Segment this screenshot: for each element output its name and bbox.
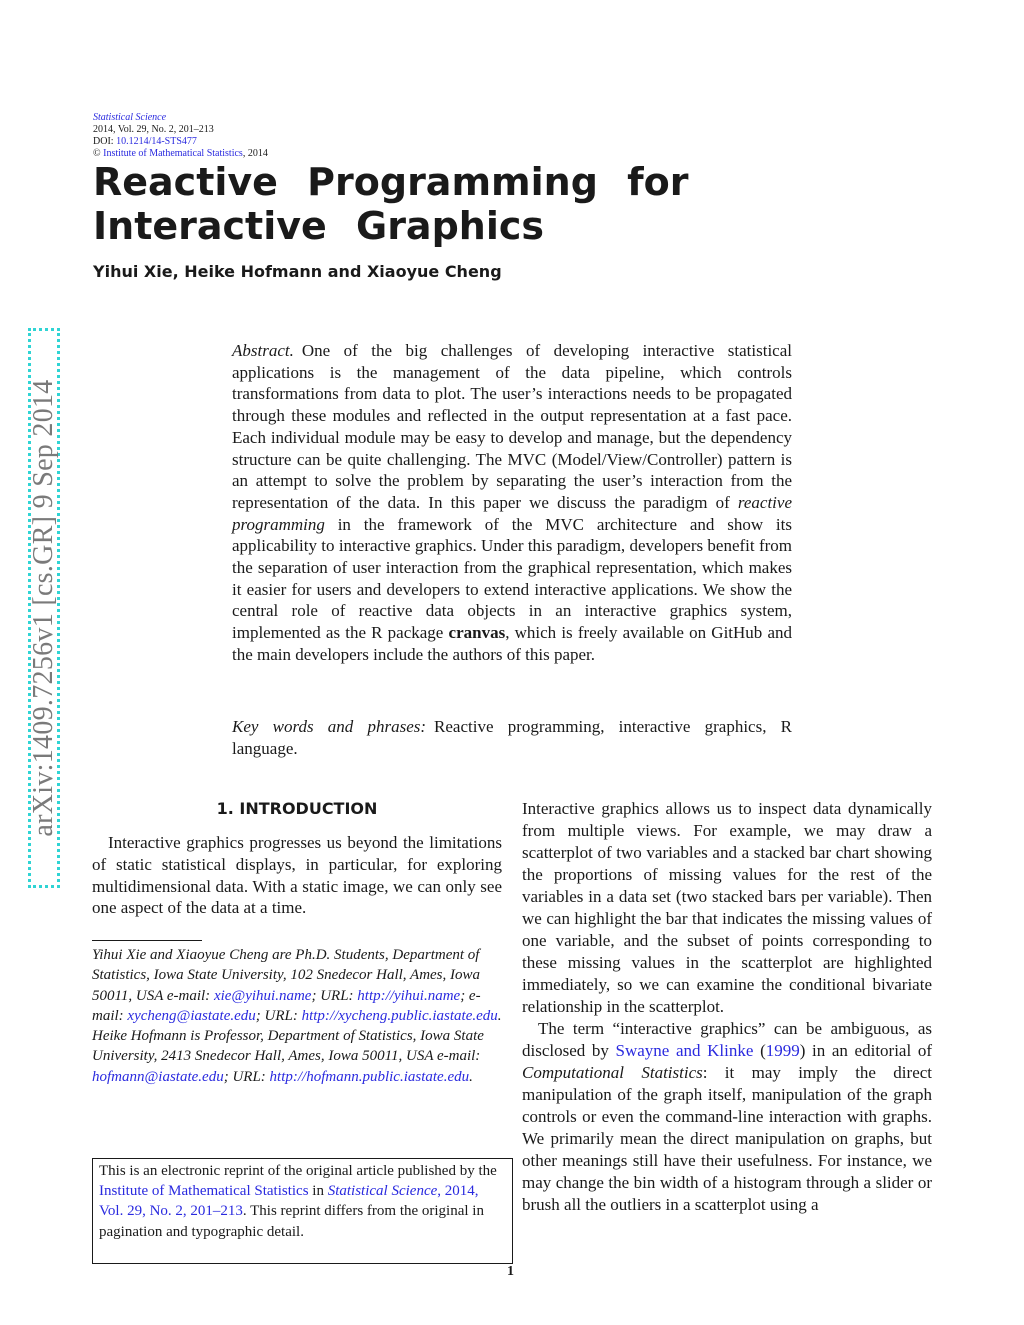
- reprint-text: . This reprint differs from the original in pagination and typographic detail.: [99, 1203, 484, 1240]
- keywords-text: Reactive programming, interactive graphics, R language.: [232, 717, 792, 758]
- footnote-text: . Heike Hofmann is Professor, Department of Statistics, Iowa State University, 2413 Snedecor Hall, Ames, Iowa 50011, USA e-mail:: [92, 1007, 502, 1065]
- email-link[interactable]: xie@yihui.name: [213, 987, 312, 1004]
- keywords-label: Key words and phrases:: [232, 717, 427, 736]
- footnote-text: ; URL:: [255, 1007, 302, 1024]
- right-column: [522, 798, 932, 1216]
- body-text: The term “interactive graphics” can be ambiguous, as disclosed by: [522, 1019, 932, 1060]
- intro-paragraph: Interactive graphics progresses us beyond the limitations of static statistical displays, in particular, for exploring multidimensional data. With a static image, we can only see one aspect of the data at a time.: [92, 833, 502, 918]
- footnote-text: ; e-mail:: [92, 987, 481, 1024]
- authors: Yihui Xie, Heike Hofmann and Xiaoyue Cheng: [93, 262, 502, 281]
- abstract-text-2: in the framework of the MVC architecture and show its applicability to interactive graphics. Under this paradigm, developers benefit from the separation of user interaction from the graphical representation, which makes it easier for users and developers to extend interactive applications. We show the central role of reactive data objects in an interactive graphics system, implemented as the R package: [232, 514, 792, 643]
- citation-link[interactable]: Swayne and Klinke: [615, 1041, 754, 1060]
- body-text: (: [753, 1041, 766, 1060]
- footnote-rule: [92, 940, 202, 941]
- volume-line: 2014, Vol. 29, No. 2, 201–213: [93, 124, 214, 135]
- reprint-text: This is an electronic reprint of the original article published by the: [99, 1163, 497, 1179]
- url-link[interactable]: http://xycheng.public.iastate.edu: [301, 1007, 498, 1024]
- email-link[interactable]: hofmann@iastate.edu: [92, 1068, 224, 1085]
- ims-link[interactable]: Institute of Mathematical Statistics: [103, 148, 243, 159]
- paper-title: Reactive Programming for Interactive Graphics: [93, 160, 689, 248]
- section-heading: 1. INTRODUCTION: [216, 799, 378, 818]
- journal-title: Computational Statistics: [522, 1063, 703, 1082]
- arxiv-stamp: arXiv:1409.7256v1 [cs.GR] 9 Sep 2014: [28, 379, 59, 837]
- journal-name[interactable]: Statistical Science: [93, 112, 167, 123]
- page-number: 1: [507, 1264, 514, 1279]
- abstract-text-1: One of the big challenges of developing interactive statistical applications is the management of the data pipeline, which controls transformations from data to plot. The user’s interactions needs to be propagated through these modules and reflected in the output representation at a fast pace. Each individual module may be easy to develop and manage, but the dependency structure can be quite challenging. The MVC (Model/View/Controller) pattern is an attempt to solve the problem by separating the user’s interaction from the representation of the data. In this paper we discuss the paradigm of: [232, 341, 792, 512]
- body-text: ) in an editorial of: [799, 1041, 932, 1060]
- keywords: [232, 716, 792, 759]
- copyright-icon: ©: [93, 148, 101, 159]
- footnote-text: ; URL:: [311, 987, 358, 1004]
- reprint-text: in: [308, 1183, 328, 1200]
- doi-link[interactable]: 10.1214/14-STS477: [116, 136, 197, 147]
- abstract-emphasis: reactive programming: [232, 492, 792, 534]
- ims-link[interactable]: Institute of Mathematical Statistics: [99, 1183, 309, 1200]
- footnote-text: Yihui Xie and Xiaoyue Cheng are Ph.D. Students, Department of Statistics, Iowa State University, 102 Snedecor Hall, Ames, Iowa 50011, USA e-mail:: [92, 947, 481, 1004]
- citation-year-link[interactable]: 1999: [765, 1041, 800, 1060]
- body-text: : it may imply the direct manipulation of the graph itself, manipulation of the graph controls or even the command-line interaction with graphs. We primarily mean the direct manipulation on graphs, but other meanings still have their usefulness. For instance, we may change the bin width of a histogram through a slider or brush all the outliers in a scatterplot using a: [522, 1063, 933, 1214]
- abstract-label: Abstract.: [232, 341, 294, 360]
- footnote-text: .: [469, 1068, 473, 1085]
- abstract: [232, 340, 792, 666]
- body-paragraph: Interactive graphics allows us to inspect data dynamically from multiple views. For example, we may draw a scatterplot of two variables and a stacked bar chart showing the proportions of missing values for the rest of the variables in a data set (two stacked bars per variable). Then we can highlight the bar that indicates the missing values of one variable, and the subset of points corresponding to these missing values in the scatterplot are highlighted immediately, so we can examine the conditional bivariate relationship in the scatterplot.: [522, 799, 932, 1016]
- author-footnote: [92, 945, 502, 1087]
- journal-link[interactable]: Statistical Science: [327, 1183, 438, 1200]
- reprint-notice: [92, 1158, 513, 1264]
- body-paragraph: [522, 1018, 932, 1216]
- email-link[interactable]: xycheng@iastate.edu: [127, 1007, 256, 1024]
- citation-link[interactable]: , 2014, Vol. 29, No. 2, 201–213: [99, 1183, 479, 1220]
- footnote-text: ; URL:: [223, 1068, 270, 1085]
- doi-label: DOI:: [93, 136, 117, 147]
- journal-header: [93, 112, 268, 160]
- package-name: cranvas: [448, 623, 506, 643]
- url-link[interactable]: http://yihui.name: [357, 987, 461, 1004]
- copyright-year: , 2014: [242, 148, 268, 159]
- url-link[interactable]: http://hofmann.public.iastate.edu: [269, 1068, 470, 1085]
- abstract-text-3: , which is freely available on GitHub and the main developers include the authors of this paper.: [232, 623, 793, 664]
